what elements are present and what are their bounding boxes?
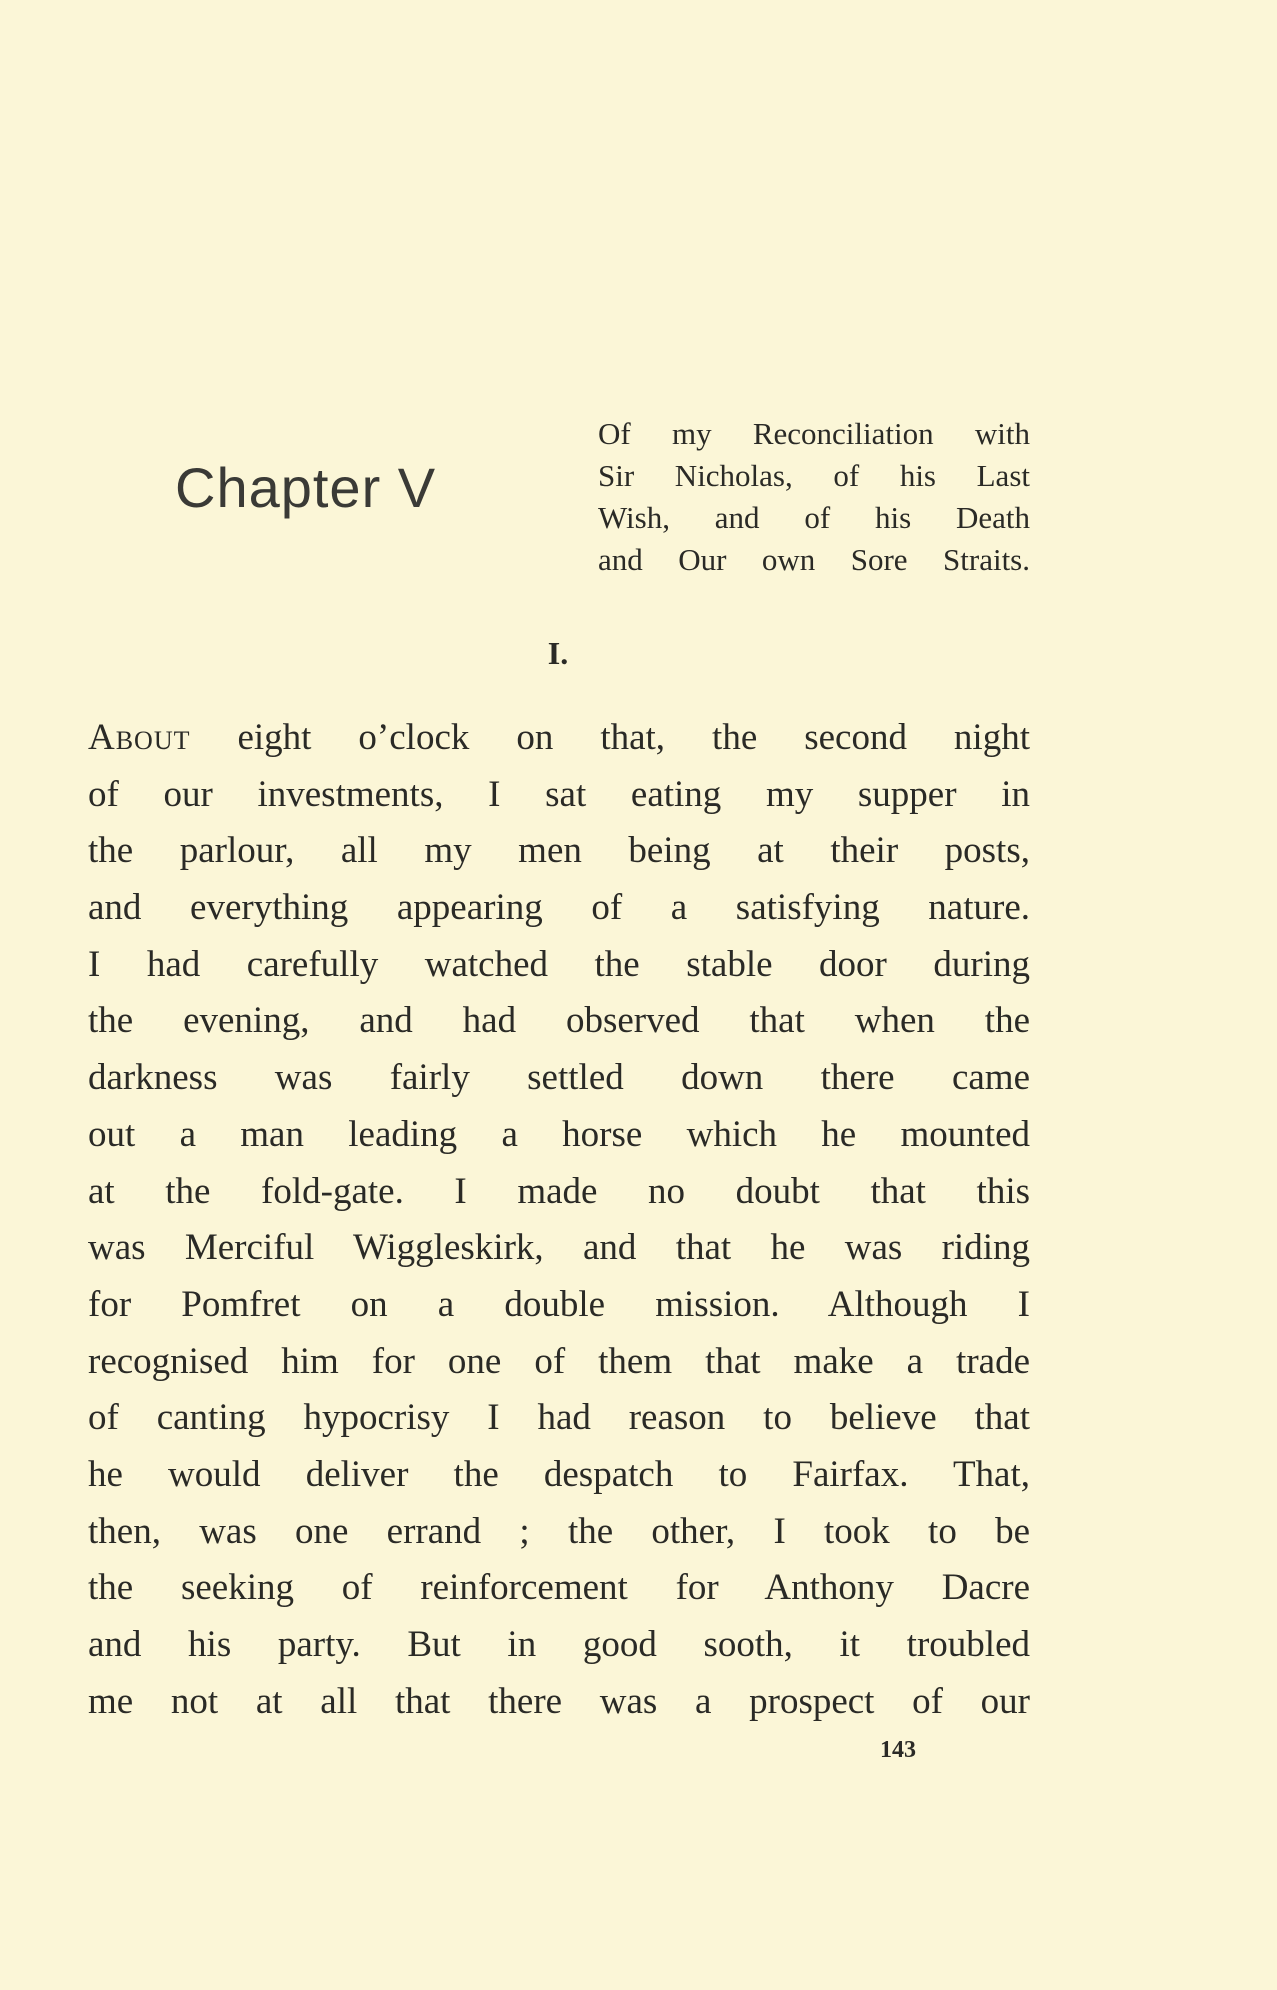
opening-word: About [88,717,191,758]
body-line: I had carefully watched the stable door during [88,943,1030,985]
body-line: the parlour, all my men being at their posts, [88,830,1030,872]
page-number: 143 [880,1737,916,1763]
body-line: recognised him for one of them that make a trade [88,1340,1030,1382]
body-line: of our investments, I sat eating my supper in [88,773,1030,815]
body-line: darkness was fairly settled down there came [88,1057,1030,1099]
body-line: out a man leading a horse which he mounted [88,1113,1030,1155]
chapter-summary-line: Sir Nicholas, of his Last [598,458,1030,493]
section-number: I. [547,635,569,671]
body-line-first [88,710,1030,767]
chapter-summary-line: Wish, and of his Death [598,500,1030,535]
body-line: the evening, and had observed that when the [88,1000,1030,1042]
body-line: and everything appearing of a satisfying nature. [88,887,1030,929]
body-line: of canting hypocrisy I had reason to believe that [88,1397,1030,1439]
body-line: me not at all that there was a prospect of our [88,1680,1030,1722]
body-text [88,710,1030,1730]
body-line: and his party. But in good sooth, it troubled [88,1624,1030,1665]
body-line: then, was one errand ; the other, I took to be [88,1510,1030,1552]
body-line: at the fold-gate. I made no doubt that this [88,1170,1030,1212]
chapter-summary-line: Of my Reconciliation with [598,416,1030,451]
body-line: he would deliver the despatch to Fairfax. That, [88,1453,1030,1495]
body-line: was Merciful Wiggleskirk, and that he was riding [88,1227,1030,1269]
chapter-summary-line: and Our own Sore Straits. [598,542,1030,577]
first-line-rest: eight o’clock on that, the second night [190,717,1030,758]
chapter-title: Chapter V [175,456,437,519]
chapter-summary [598,413,1030,581]
body-line: for Pomfret on a double mission. Although I [88,1283,1030,1325]
body-line: the seeking of reinforcement for Anthony Dacre [88,1567,1030,1609]
